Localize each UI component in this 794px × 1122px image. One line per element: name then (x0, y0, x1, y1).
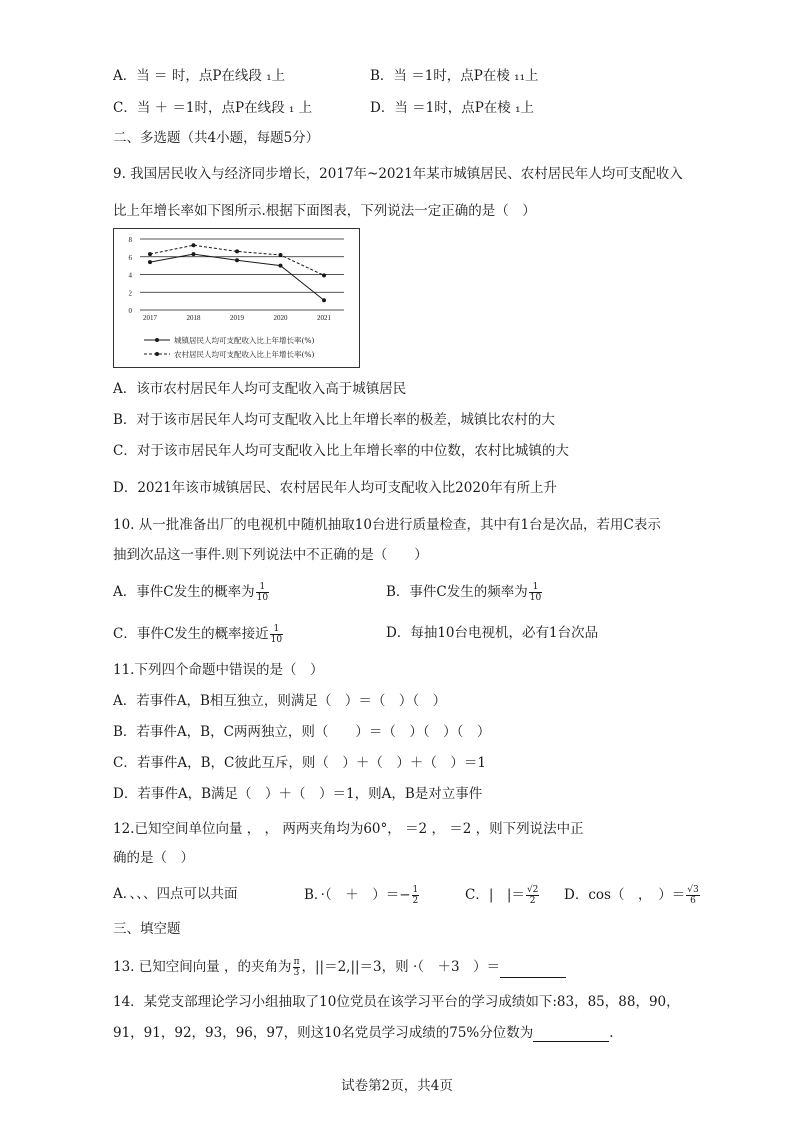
q13-text-post: ，||＝2,||＝3，则 ·（ ＋3 ）＝ (301, 959, 501, 975)
q10-option-d: D．每抽10台电视机，必有1台次品 (386, 625, 599, 641)
q8-option-d: D．当 ＝1时，点P在棱 ₁上 (370, 100, 534, 116)
q14-line2 (113, 1024, 614, 1042)
data-point-series-1 (235, 258, 239, 262)
q9-line-chart (113, 228, 360, 368)
data-point-series-1 (192, 252, 196, 256)
fraction-numerator: √3 (687, 885, 699, 895)
q14-line2-text: 91，91，92，93，96，97，则这10名党员学习成绩的75%分位数为 (113, 1025, 534, 1041)
q9-chart-svg (114, 229, 359, 367)
q8-option-a: A．当 ＝ 时，点P在线段 ₁上 (113, 68, 286, 84)
fraction-denominator: 2 (412, 896, 419, 906)
q12-option-b-text: B．·（ ＋ ）＝− (304, 887, 411, 903)
y-tick-label: 6 (128, 253, 132, 262)
q11-option-a: A．若事件A，B相互独立，则满足（ ）＝（ ）（ ） (113, 693, 447, 709)
q10-option-c (113, 624, 284, 645)
fraction-numerator: 1 (412, 885, 419, 895)
q9-option-d: D．2021年该市城镇居民、农村居民年人均可支配收入比2020年有所上升 (113, 480, 558, 496)
q10-option-a (113, 582, 270, 603)
page-footer: 试卷第2页，共4页 (341, 1078, 453, 1094)
q11-stem: 11.下列四个命题中错误的是（ ） (113, 662, 324, 678)
q10-stem-line1: 10. 从一批准备出厂的电视机中随机抽取10台进行质量检查，其中有1台是次品，若用C表示 (113, 517, 661, 533)
fraction-numerator: 1 (270, 624, 283, 635)
fraction-denominator: 6 (690, 896, 696, 906)
fraction-denominator: 3 (293, 968, 300, 978)
q10-option-c-fraction (270, 624, 283, 645)
q12-option-d-text: D．cos（ ， ）＝ (564, 887, 686, 903)
q12-stem-line2: 确的是（ ） (113, 850, 194, 866)
q13-answer-blank[interactable] (500, 963, 566, 978)
q10-option-c-text: C．事件C发生的概率接近 (113, 626, 269, 642)
fraction-numerator: 1 (529, 582, 542, 593)
fraction-numerator: π (293, 957, 300, 967)
data-point-series-2 (279, 253, 283, 257)
q12-option-b (304, 885, 420, 906)
data-point-series-2 (148, 252, 152, 256)
legend-marker-1 (155, 338, 159, 342)
q10-option-a-text: A．事件C发生的概率为 (113, 584, 255, 600)
x-tick-label: 2019 (230, 314, 244, 322)
q10-option-b (386, 582, 543, 603)
fraction-numerator: 1 (256, 582, 269, 593)
data-point-series-2 (235, 249, 239, 253)
data-point-series-2 (322, 273, 326, 277)
legend-label-1: 城镇居民人均可支配收入比上年增长率(%) (174, 336, 315, 345)
q13-angle-fraction (293, 957, 301, 978)
legend-label-2: 农村居民人均可支配收入比上年增长率(%) (174, 350, 315, 359)
q9-option-c: C．对于该市居民年人均可支配收入比上年增长率的中位数，农村比城镇的大 (113, 443, 569, 459)
data-point-series-2 (192, 243, 196, 247)
q9-option-b: B．对于该市居民年人均可支配收入比上年增长率的极差，城镇比农村的大 (113, 412, 555, 428)
q14-line2-period: . (609, 1025, 614, 1041)
q12-option-c-text: C．| |＝ (465, 887, 525, 903)
q11-option-b: B．若事件A，B，C两两独立，则（ ）＝（ ）（ ）（ ） (113, 724, 491, 740)
fraction-denominator: 10 (270, 635, 283, 645)
section-fill-in-heading: 三、填空题 (113, 921, 181, 937)
q13 (113, 957, 566, 978)
q14-answer-blank[interactable] (533, 1027, 609, 1042)
q13-text-pre: 13. 已知空间向量 ，的夹角为 (113, 959, 292, 975)
x-tick-label: 2017 (143, 314, 157, 322)
fraction-denominator: 10 (529, 593, 542, 603)
q8-option-c: C．当 ＋ ＝1时，点P在线段 ₁ 上 (113, 100, 313, 116)
y-tick-label: 0 (128, 307, 132, 315)
q12-stem-line1: 12.已知空间单位向量 ， ， 两两夹角均为60°， ＝2 ， ＝2 ，则下列说法中正 (113, 821, 584, 837)
data-point-series-1 (148, 260, 152, 264)
q12-option-b-fraction (412, 885, 420, 906)
q14-line1: 14．某党支部理论学习小组抽取了10位党员在该学习平台的学习成绩如下:83，85，88，90， (113, 994, 680, 1010)
q11-option-c: C．若事件A，B，C彼此互斥，则（ ）＋（ ）＋（ ）＝1 (113, 755, 486, 771)
x-tick-label: 2020 (273, 314, 288, 322)
q11-option-d: D．若事件A，B满足（ ）＋（ ）＝1，则A，B是对立事件 (113, 786, 483, 802)
q12-option-a: A．、、、四点可以共面 (113, 886, 238, 902)
fraction-numerator: √2 (526, 885, 539, 895)
data-point-series-1 (279, 264, 283, 268)
y-tick-label: 4 (128, 271, 132, 280)
data-point-series-1 (322, 298, 326, 302)
q12-option-d-fraction (686, 885, 699, 906)
q10-option-b-fraction (529, 582, 542, 603)
q12-option-c-fraction (526, 885, 539, 906)
q10-option-b-text: B．事件C发生的频率为 (386, 584, 528, 600)
q8-option-b: B．当 ＝1时，点P在棱 ₁₁上 (370, 68, 539, 84)
legend-marker-2 (155, 352, 159, 356)
y-tick-label: 2 (128, 289, 132, 298)
q10-stem-line2: 抽到次品这一事件.则下列说法中不正确的是（ ） (113, 547, 428, 563)
q10-option-a-fraction (256, 582, 269, 603)
y-tick-label: 8 (128, 236, 132, 244)
q9-option-a: A．该市农村居民年人均可支配收入高于城镇居民 (113, 381, 407, 397)
q9-stem-line1: 9. 我国居民收入与经济同步增长，2017年~2021年某市城镇居民、农村居民年人均可支配收入 (113, 166, 683, 182)
x-tick-label: 2021 (317, 314, 331, 322)
x-tick-label: 2018 (186, 314, 201, 322)
section-multiple-choice-heading: 二、多选题（共4小题，每题5分） (113, 130, 320, 146)
q9-stem-line2: 比上年增长率如下图所示.根据下面图表，下列说法一定正确的是（ ） (113, 203, 536, 219)
q12-option-d (564, 885, 701, 906)
q12-option-c (465, 885, 540, 906)
fraction-denominator: 10 (256, 593, 269, 603)
fraction-denominator: 2 (529, 896, 536, 906)
